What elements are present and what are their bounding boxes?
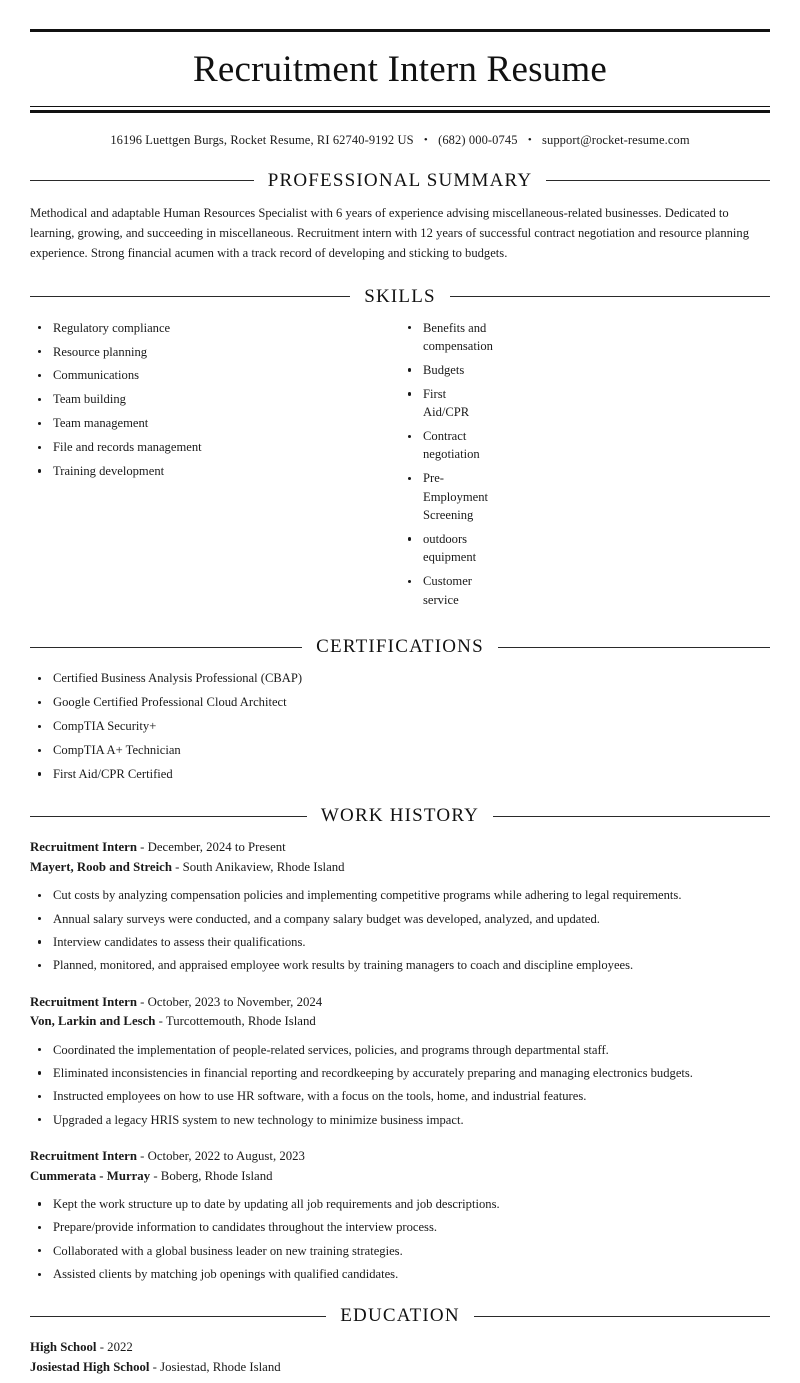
job-title-line [30, 838, 770, 857]
heading-rule-right [474, 1316, 770, 1317]
separator-dash: - [140, 994, 145, 1009]
list-item: Communications [30, 366, 400, 384]
list-item: CompTIA Security+ [30, 717, 770, 735]
resume-page [0, 29, 800, 1383]
header-bottom-double-rule [30, 106, 770, 113]
list-item: First Aid/CPR Certified [30, 765, 770, 783]
heading-rule-right [450, 296, 770, 297]
section-title: SKILLS [364, 285, 436, 307]
job-company: Von, Larkin and Lesch [30, 1014, 156, 1029]
job-title: Recruitment Intern [30, 994, 137, 1009]
heading-rule-left [30, 647, 302, 648]
list-item: CompTIA A+ Technician [30, 741, 770, 759]
list-item: Interview candidates to assess their qualifications. [30, 933, 770, 951]
section-heading-professional-summary [30, 170, 770, 192]
skills-columns [30, 319, 770, 615]
separator-dash: - [140, 1149, 145, 1164]
job-dates: October, 2022 to August, 2023 [147, 1149, 305, 1164]
list-item: Resource planning [30, 343, 400, 361]
list-item: Kept the work structure up to date by updating all job requirements and job descriptions. [30, 1195, 770, 1213]
heading-rule-right [493, 816, 770, 817]
page-title: Recruitment Intern Resume [193, 49, 607, 90]
separator-dash: - [158, 1014, 163, 1029]
list-item: Team building [30, 390, 400, 408]
education-location: Josiestad, Rhode Island [160, 1359, 281, 1374]
separator-dash: - [152, 1359, 157, 1374]
list-item: Cut costs by analyzing compensation policies and implementing competitive programs while adhering to legal requirements. [30, 886, 770, 904]
heading-rule-right [498, 647, 770, 648]
contact-line [30, 133, 770, 148]
separator-dash: - [153, 1168, 158, 1183]
list-item: Regulatory compliance [30, 319, 400, 337]
education-degree: High School [30, 1340, 97, 1355]
list-item: Coordinated the implementation of people-related services, policies, and programs through departmental staff. [30, 1041, 770, 1059]
list-item: Contract negotiation [400, 427, 493, 464]
heading-rule-left [30, 1316, 326, 1317]
list-item: Google Certified Professional Cloud Architect [30, 693, 770, 711]
list-item: Assisted clients by matching job openings with qualified candidates. [30, 1265, 770, 1283]
job-company: Mayert, Roob and Streich [30, 859, 172, 874]
contact-email: support@rocket-resume.com [542, 132, 690, 147]
job-responsibilities [30, 1041, 770, 1130]
heading-rule-left [30, 180, 254, 181]
section-heading-education [30, 1305, 770, 1327]
contact-separator-1: • [423, 133, 428, 146]
heading-rule-left [30, 816, 307, 817]
list-item: Prepare/provide information to candidates throughout the interview process. [30, 1218, 770, 1236]
job-responsibilities [30, 1195, 770, 1284]
job-title: Recruitment Intern [30, 1149, 137, 1164]
list-item: Certified Business Analysis Professional (CBAP) [30, 669, 770, 687]
education-school: Josiestad High School [30, 1359, 150, 1374]
section-education [30, 1305, 770, 1383]
section-title: EDUCATION [340, 1305, 460, 1327]
summary-text: Methodical and adaptable Human Resources Specialist with 6 years of experience advising miscellaneous-related businesses. Dedicated to learning, growing, and succeeding in miscellaneous. Recruitment intern with 12 years of successful contract negotiation and resource planning experience. Strong financial acumen with a track record of developing and sticking to budgets. [30, 205, 750, 261]
contact-separator-2: • [527, 133, 532, 146]
job-company-line [30, 1167, 770, 1186]
job-responsibilities [30, 886, 770, 975]
section-title: WORK HISTORY [320, 805, 480, 827]
list-item: Collaborated with a global business leader on new training strategies. [30, 1242, 770, 1260]
list-item: Eliminated inconsistencies in financial reporting and recordkeeping by accurately preparing and managing electronics budgets. [30, 1064, 770, 1082]
list-item: Instructed employees on how to use HR software, with a focus on the tools, home, and industrial features. [30, 1087, 770, 1105]
job-company: Cummerata - Murray [30, 1168, 151, 1183]
section-heading-work-history [30, 805, 770, 827]
list-item: Training development [30, 462, 400, 480]
header-top-rule [30, 29, 770, 32]
list-item: outdoors equipment [400, 530, 493, 567]
education-degree-line [30, 1338, 770, 1357]
contact-phone: (682) 000-0745 [438, 132, 518, 147]
education-year: 2022 [107, 1340, 133, 1355]
section-work-history [30, 805, 770, 1283]
job-location: South Anikaview, Rhode Island [182, 859, 345, 874]
education-entry [30, 1338, 770, 1377]
job-dates: October, 2023 to November, 2024 [147, 994, 323, 1009]
job-location: Boberg, Rhode Island [160, 1168, 273, 1183]
heading-rule-right [546, 180, 770, 181]
list-item: Pre-Employment Screening [400, 469, 493, 524]
list-item: Upgraded a legacy HRIS system to new technology to minimize business impact. [30, 1111, 770, 1129]
list-item: Budgets [400, 361, 493, 379]
list-item: Annual salary surveys were conducted, and a company salary budget was developed, analyzed, and updated. [30, 910, 770, 928]
contact-address: 16196 Luettgen Burgs, Rocket Resume, RI 62740-9192 US [110, 132, 414, 147]
education-school-line [30, 1358, 770, 1377]
heading-rule-left [30, 296, 350, 297]
job-title: Recruitment Intern [30, 840, 137, 855]
certifications-list [30, 669, 770, 783]
job-title-line [30, 1147, 770, 1166]
separator-dash: - [175, 859, 180, 874]
separator-dash: - [140, 840, 145, 855]
job-company-line [30, 858, 770, 877]
separator-dash: - [99, 1340, 104, 1355]
section-heading-certifications [30, 636, 770, 658]
job-location: Turcottemouth, Rhode Island [165, 1014, 316, 1029]
resume-header [30, 29, 770, 148]
section-skills [30, 286, 770, 615]
section-title: PROFESSIONAL SUMMARY [267, 169, 533, 191]
list-item: Team management [30, 414, 400, 432]
job-title-line [30, 993, 770, 1012]
list-item: File and records management [30, 438, 400, 456]
work-history-entry [30, 838, 770, 974]
section-certifications [30, 636, 770, 783]
list-item: Customer service [400, 572, 493, 609]
section-title: CERTIFICATIONS [316, 636, 484, 658]
work-history-entry [30, 993, 770, 1129]
job-dates: December, 2024 to Present [147, 840, 286, 855]
list-item: First Aid/CPR [400, 385, 493, 422]
section-professional-summary [30, 170, 770, 264]
list-item: Benefits and compensation [400, 319, 493, 356]
job-company-line [30, 1012, 770, 1031]
section-heading-skills [30, 286, 770, 308]
work-history-entry [30, 1147, 770, 1283]
list-item: Planned, monitored, and appraised employee work results by training managers to coach and discipline employees. [30, 956, 770, 974]
